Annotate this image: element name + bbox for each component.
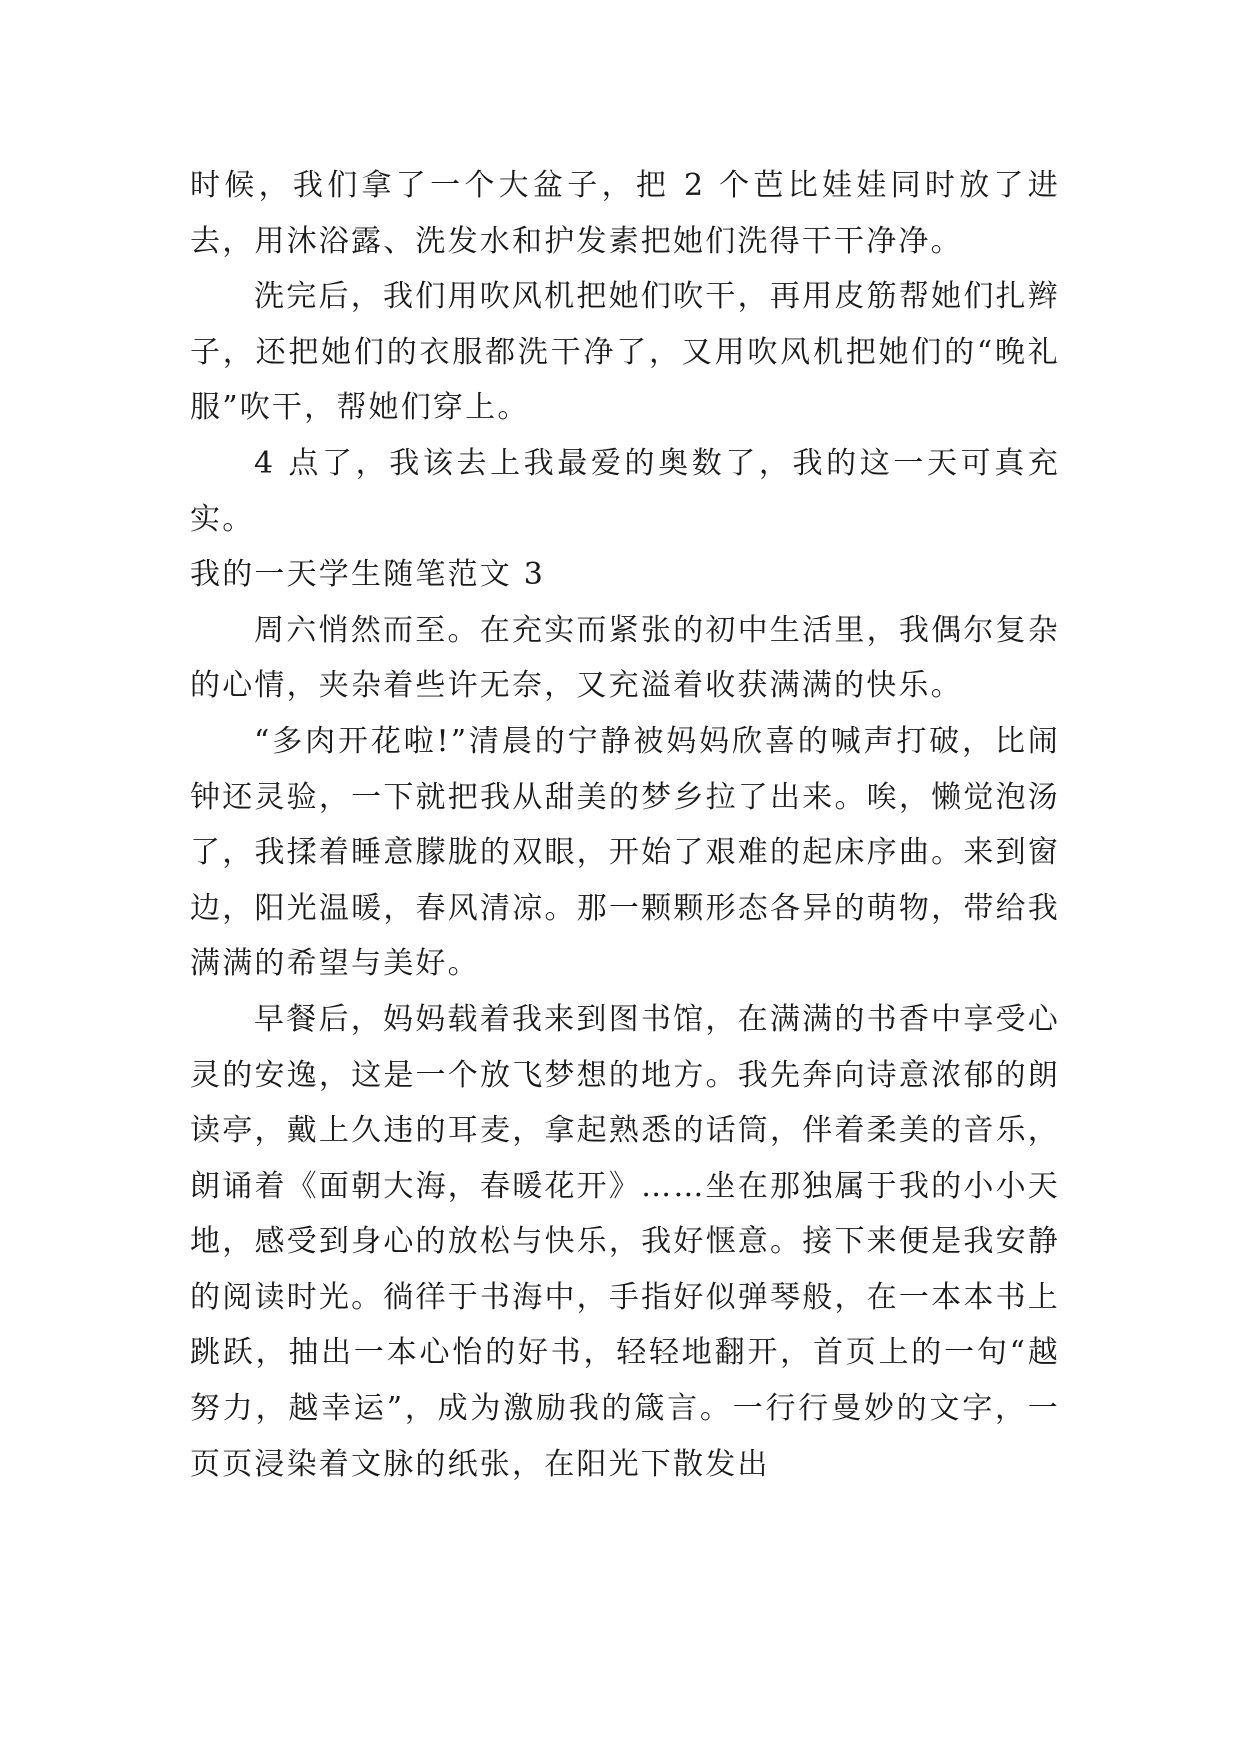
paragraph: “多肉开花啦!”清晨的宁静被妈妈欣喜的喊声打破，比闹钟还灵验，一下就把我从甜美的梦乡拉了出来。唉，懒觉泡汤了，我揉着睡意朦胧的双眼，开始了艰难的起床序曲。来到窗边，阳光温暖，春风清凉。那一颗颗形态各异的萌物，带给我满满的希望与美好。 — [190, 723, 1060, 982]
paragraph-continuation: 时候，我们拿了一个大盆子，把 2 个芭比娃娃同时放了进去，用沐浴露、洗发水和护发素把她们洗得干干净净。 — [190, 168, 1060, 259]
paragraph: 早餐后，妈妈载着我来到图书馆，在满满的书香中享受心灵的安逸，这是一个放飞梦想的地方。我先奔向诗意浓郁的朗读亭，戴上久违的耳麦，拿起熟悉的话筒，伴着柔美的音乐，朗诵着《面朝大海，春暖花开》……坐在那独属于我的小小天地，感受到身心的放松与快乐，我好惬意。接下来便是我安静的阅读时光。徜徉于书海中，手指好似弹琴般，在一本本书上跳跃，抽出一本心怡的好书，轻轻地翻开，首页上的一句“越努力，越幸运”，成为激励我的箴言。一行行曼妙的文字，一页页浸染着文脉的纸张，在阳光下散发出 — [190, 1001, 1060, 1482]
paragraph: 洗完后，我们用吹风机把她们吹干，再用皮筋帮她们扎辫子，还把她们的衣服都洗干净了，又用吹风机把她们的“晚礼服”吹干，帮她们穿上。 — [190, 279, 1060, 426]
paragraph: 4 点了，我该去上我最爱的奥数了，我的这一天可真充实。 — [190, 445, 1060, 537]
section-heading: 我的一天学生随笔范文 3 — [190, 557, 546, 593]
document-body — [190, 158, 1060, 1492]
paragraph: 周六悄然而至。在充实而紧张的初中生活里，我偶尔复杂的心情，夹杂着些许无奈，又充溢着收获满满的快乐。 — [190, 612, 1060, 704]
